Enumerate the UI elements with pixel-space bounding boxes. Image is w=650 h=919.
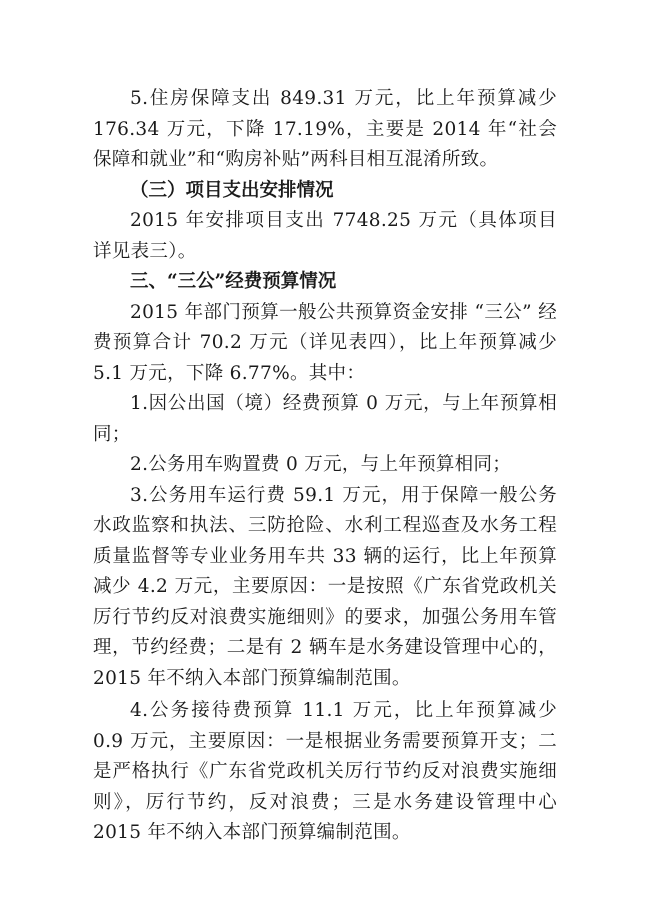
paragraph-vehicle-purchase: 2.公务用车购置费 0 万元，与上年预算相同； xyxy=(130,454,512,475)
paragraph-three-public-summary: 2015 年部门预算一般公共预算资金安排 “三公” 经费预算合计 70.2 万元（详见表四），比上年预算减少 5.1 万元，下降 6.77%。其中： xyxy=(93,301,557,384)
paragraph-overseas-travel: 1.因公出国（境）经费预算 0 万元，与上年预算相同； xyxy=(93,393,557,445)
paragraph-vehicle-operation: 3.公务用车运行费 59.1 万元，用于保障一般公务水政监察和执法、三防抢险、水利工程巡查及水务工程质量监督等专业业务用车共 33 辆的运行，比上年预算减少 4.2 万元，主要原因：一是按照《广东省党政机关厉行节约反对浪费实施细则》的要求，加强公务用车管理，节约经费；二是有 2 辆车是水务建设管理中心的，2015 年不纳入本部门预算编制范围。 xyxy=(93,484,557,689)
paragraph-project-expense: 2015 年安排项目支出 7748.25 万元（具体项目详见表三）。 xyxy=(93,210,557,262)
document-body xyxy=(93,84,557,849)
paragraph-reception-expense: 4.公务接待费预算 11.1 万元，比上年预算减少 0.9 万元，主要原因：一是根据业务需要预算开支；二是严格执行《广东省党政机关厉行节约反对浪费实施细则》，厉行节约，反对浪费；三是水务建设管理中心 2015 年不纳入本部门预算编制范围。 xyxy=(93,700,557,843)
paragraph-housing-expense: 5.住房保障支出 849.31 万元，比上年预算减少 176.34 万元，下降 17.19%，主要是 2014 年“社会保障和就业”和“购房补贴”两科目相互混淆所致。 xyxy=(93,88,557,170)
heading-three-public-expenses: 三、“三公”经费预算情况 xyxy=(130,271,337,292)
heading-project-expense: （三）项目支出安排情况 xyxy=(130,179,334,201)
